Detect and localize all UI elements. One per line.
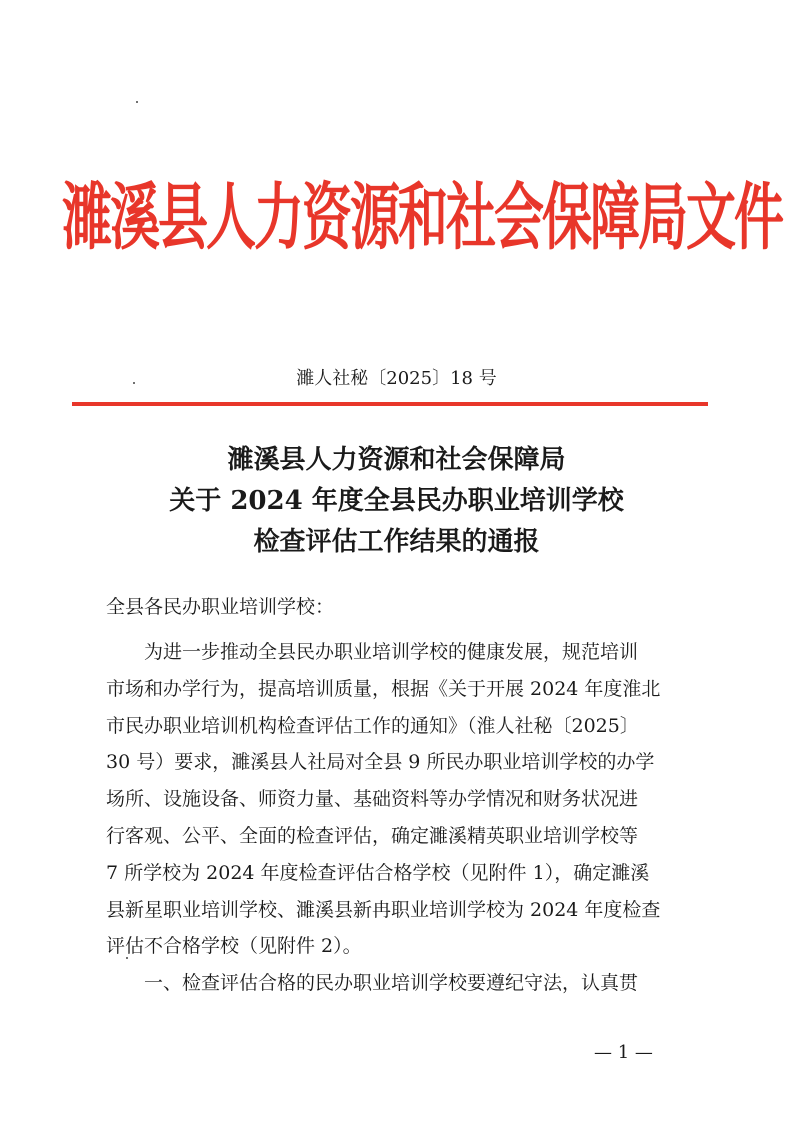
body-line: 30 号）要求，濉溪县人社局对全县 9 所民办职业培训学校的办学 xyxy=(106,751,655,774)
body-line: 为进一步推动全县民办职业培训学校的健康发展，规范培训 xyxy=(144,641,639,663)
body-text xyxy=(106,634,696,1002)
title-line-3: 检查评估工作结果的通报 xyxy=(253,527,540,557)
page-number: — 1 — xyxy=(594,1042,653,1063)
body-line: 县新星职业培训学校、濉溪县新冉职业培训学校为 2024 年度检查 xyxy=(106,898,661,921)
body-line: 市场和办学行为，提高培训质量，根据《关于开展 2024 年度淮北 xyxy=(106,677,661,700)
scan-speck xyxy=(133,382,135,384)
body-line: 7 所学校为 2024 年度检查评估合格学校（见附件 1），确定濉溪 xyxy=(106,861,650,884)
body-line: 场所、设施设备、师资力量、基础资料等办学情况和财务状况进 xyxy=(106,788,639,811)
document-title xyxy=(0,440,793,563)
body-line: 评估不合格学校（见附件 2）。 xyxy=(106,935,362,958)
masthead-title: 濉溪县人力资源和社会保障局文件 xyxy=(62,174,782,261)
document-number: 濉人社秘〔2025〕18 号 xyxy=(296,368,497,389)
scan-speck xyxy=(126,957,128,959)
title-line-1: 濉溪县人力资源和社会保障局 xyxy=(227,445,566,475)
title-line-2: 关于 2024 年度全县民办职业培训学校 xyxy=(169,486,624,516)
body-line: 行客观、公平、全面的检查评估，确定濉溪精英职业培训学校等 xyxy=(106,824,639,847)
red-divider-rule xyxy=(72,402,708,406)
scan-speck xyxy=(136,101,138,103)
salutation: 全县各民办职业培训学校： xyxy=(106,596,335,618)
body-line-section-one: 一、检查评估合格的民办职业培训学校要遵纪守法，认真贯 xyxy=(144,972,639,995)
body-line: 市民办职业培训机构检查评估工作的通知》（淮人社秘〔2025〕 xyxy=(106,714,639,737)
